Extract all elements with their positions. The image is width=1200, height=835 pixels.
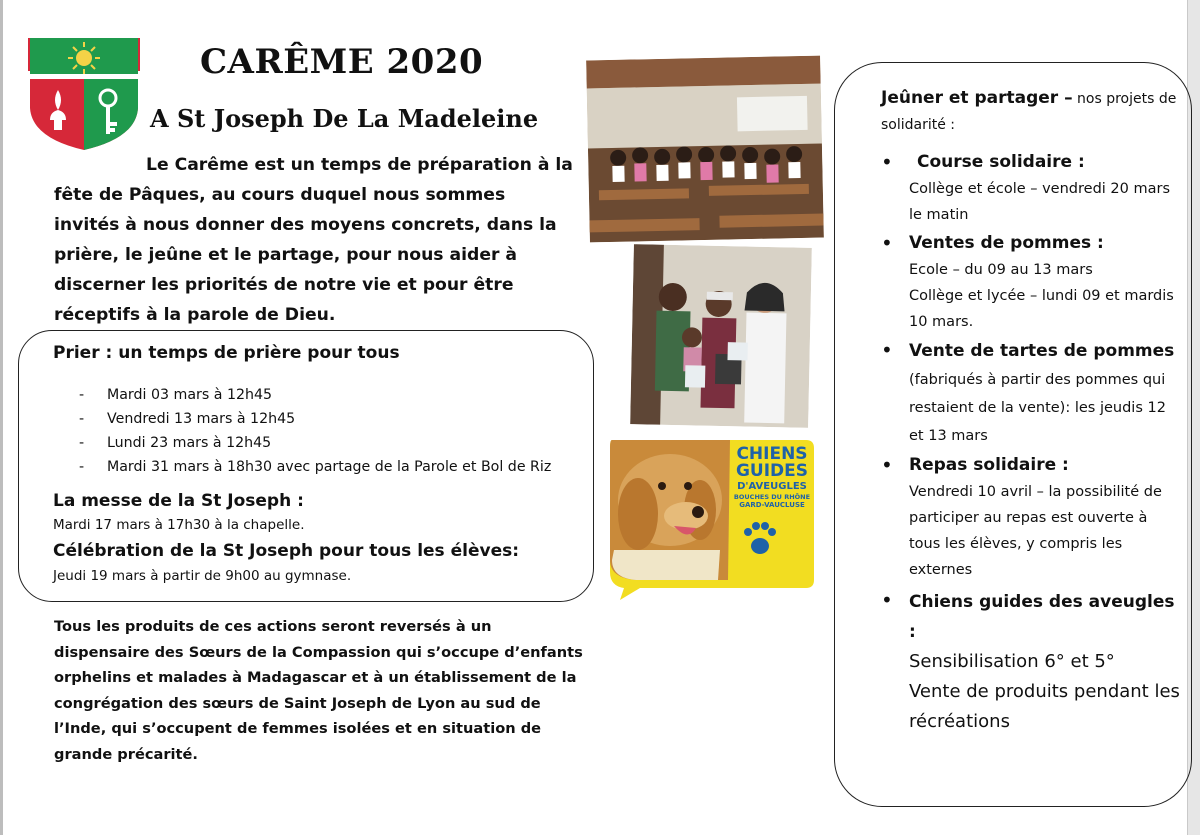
solidarity-item	[871, 230, 1181, 335]
school-crest-logo	[28, 38, 140, 150]
solidarity-item-title	[909, 149, 1181, 176]
donation-photo	[630, 244, 812, 428]
solidarity-item-detail: Vente de produits pendant les récréations	[909, 681, 1180, 732]
solidarity-heading	[881, 85, 1181, 138]
prayer-item: - Vendredi 13 mars à 12h45	[79, 407, 551, 431]
solidarity-heading-bold: Jeûner et partager –	[881, 88, 1073, 108]
solidarity-item-title: • Ventes de pommes :	[909, 233, 1104, 253]
solidarity-item-detail: Collège et école – vendredi 20 mars le matin	[909, 181, 1170, 223]
solidarity-item-detail: Sensibilisation 6° et 5°	[909, 651, 1115, 672]
prayer-item: - Lundi 23 mars à 12h45	[79, 431, 551, 455]
guide-dogs-text-2: GUIDES	[735, 461, 809, 481]
solidarity-box	[834, 62, 1192, 807]
celebration-text: Jeudi 19 mars à partir de 9h00 au gymnase.	[53, 568, 352, 584]
solidarity-item-title-text: Course solidaire :	[917, 152, 1085, 172]
solidarity-item-detail: les jeudis 12 et 13 mars	[909, 400, 1166, 444]
solidarity-item-title-bold: Vente de tartes de pommes	[909, 341, 1175, 361]
prayer-item: - Mardi 03 mars à 12h45	[79, 383, 551, 407]
solidarity-item-title: • Repas solidaire :	[909, 455, 1069, 475]
prayer-title: Prier : un temps de prière pour tous	[53, 343, 400, 363]
guide-dogs-text-3: D'AVEUGLES	[737, 481, 807, 492]
guide-dogs-logo	[600, 430, 816, 602]
solidarity-item-detail: Collège et lycée – lundi 09 et mardis 10 mars.	[909, 288, 1174, 330]
solidarity-item	[871, 337, 1181, 450]
classroom-photo	[586, 56, 824, 243]
solidarity-item	[871, 587, 1181, 737]
solidarity-item-title: • Chiens guides des aveugles :	[909, 592, 1175, 642]
solidarity-item	[871, 149, 1181, 228]
page-left-border	[0, 0, 3, 835]
mass-title: La messe de la St Joseph :	[53, 491, 304, 511]
guide-dogs-text-4: BOUCHES DU RHÔNE	[733, 493, 811, 501]
page-title: CARÊME 2020	[200, 42, 484, 82]
solidarity-item	[871, 452, 1181, 583]
prayer-box	[18, 330, 594, 602]
products-paragraph: Tous les produits de ces actions seront reversés à un dispensaire des Sœurs de la Compassion qui s’occupe d’enfants orphelins et malades à Madagascar et à un établissement de la congrégation des sœurs de Saint Joseph de Lyon au sud de l’Inde, qui s’occupent de femmes isolées et en situation de grande précarité.	[54, 618, 583, 763]
guide-dogs-text-5: GARD-VAUCLUSE	[739, 500, 805, 509]
prayer-list	[79, 383, 551, 479]
mass-text: Mardi 17 mars à 17h30 à la chapelle.	[53, 517, 305, 533]
solidarity-item-note: (fabriqués à partir des pommes qui restaient de la vente):	[909, 372, 1166, 416]
solidarity-item-title	[909, 337, 1181, 450]
guide-dogs-text-1: CHIENS	[736, 444, 808, 464]
celebration-title: Célébration de la St Joseph pour tous les élèves:	[53, 541, 520, 561]
solidarity-item-detail: Ecole – du 09 au 13 mars	[909, 262, 1093, 278]
solidarity-list	[871, 149, 1181, 737]
page-subtitle: A St Joseph De La Madeleine	[150, 104, 539, 133]
intro-paragraph: Le Carême est un temps de préparation à la fête de Pâques, au cours duquel nous sommes invités à nous donner des moyens concrets, dans la prière, le jeûne et le partage, pour nous aider à discerner les priorités de notre vie et pour être réceptifs à la parole de Dieu.	[54, 155, 573, 325]
solidarity-heading-rest: nos projets de solidarité :	[881, 91, 1177, 133]
prayer-item: - Mardi 31 mars à 18h30 avec partage de la Parole et Bol de Riz	[79, 455, 551, 479]
solidarity-item-detail: Vendredi 10 avril – la possibilité de participer au repas est ouverte à tous les élèves, y compris les externes	[909, 484, 1162, 578]
